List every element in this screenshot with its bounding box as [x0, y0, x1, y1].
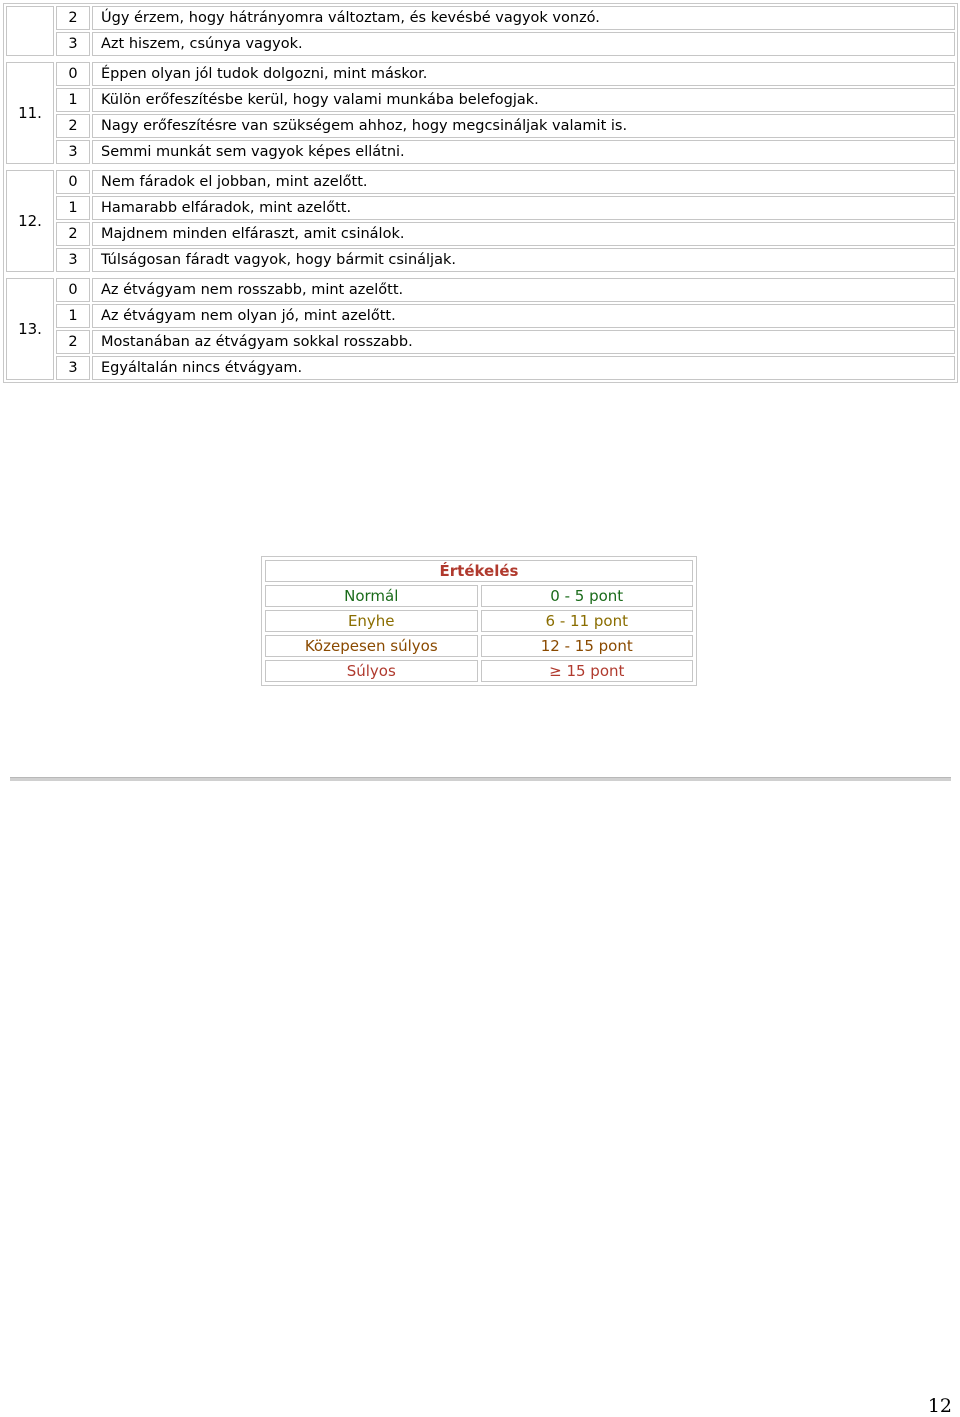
page-number: 12: [927, 1395, 952, 1417]
question-number: [6, 6, 54, 56]
answer-text: Egyáltalán nincs étvágyam.: [92, 356, 955, 380]
question-number: 11.: [6, 62, 54, 164]
answer-text: Semmi munkát sem vagyok képes ellátni.: [92, 140, 955, 164]
answer-score: 2: [56, 6, 90, 30]
answer-score: 0: [56, 278, 90, 302]
answer-score: 2: [56, 114, 90, 138]
answer-score: 3: [56, 248, 90, 272]
answer-row: [6, 114, 955, 138]
answer-row: [6, 222, 955, 246]
answer-text: Mostanában az étvágyam sokkal rosszabb.: [92, 330, 955, 354]
evaluation-row: [265, 610, 693, 632]
answer-score: 0: [56, 62, 90, 86]
evaluation-row: [265, 585, 693, 607]
answer-text: Majdnem minden elfáraszt, amit csinálok.: [92, 222, 955, 246]
answer-score: 1: [56, 304, 90, 328]
questionnaire-table: [3, 3, 958, 383]
answer-text: Hamarabb elfáradok, mint azelőtt.: [92, 196, 955, 220]
question-number: 13.: [6, 278, 54, 380]
answer-row: [6, 330, 955, 354]
answer-score: 1: [56, 88, 90, 112]
answer-text: Éppen olyan jól tudok dolgozni, mint máskor.: [92, 62, 955, 86]
answer-score: 0: [56, 170, 90, 194]
horizontal-divider: [10, 777, 951, 781]
severity-label: Közepesen súlyos: [265, 635, 478, 657]
answer-score: 1: [56, 196, 90, 220]
answer-row: [6, 6, 955, 30]
answer-row: [6, 140, 955, 164]
evaluation-title: Értékelés: [265, 560, 693, 582]
answer-score: 3: [56, 356, 90, 380]
answer-score: 2: [56, 330, 90, 354]
question-number: 12.: [6, 170, 54, 272]
severity-label: Enyhe: [265, 610, 478, 632]
answer-row: [6, 248, 955, 272]
answer-row: [6, 278, 955, 302]
answer-text: Nagy erőfeszítésre van szükségem ahhoz, hogy megcsináljak valamit is.: [92, 114, 955, 138]
answer-row: [6, 62, 955, 86]
answer-text: Az étvágyam nem olyan jó, mint azelőtt.: [92, 304, 955, 328]
answer-row: [6, 356, 955, 380]
answer-text: Az étvágyam nem rosszabb, mint azelőtt.: [92, 278, 955, 302]
evaluation-table: [261, 556, 697, 686]
evaluation-row: [265, 660, 693, 682]
severity-label: Normál: [265, 585, 478, 607]
answer-row: [6, 32, 955, 56]
severity-label: Súlyos: [265, 660, 478, 682]
answer-text: Külön erőfeszítésbe kerül, hogy valami munkába belefogjak.: [92, 88, 955, 112]
answer-score: 3: [56, 140, 90, 164]
answer-row: [6, 304, 955, 328]
score-range: 6 - 11 pont: [481, 610, 694, 632]
evaluation-row: [265, 635, 693, 657]
answer-row: [6, 170, 955, 194]
answer-score: 2: [56, 222, 90, 246]
answer-text: Nem fáradok el jobban, mint azelőtt.: [92, 170, 955, 194]
score-range: 12 - 15 pont: [481, 635, 694, 657]
answer-text: Úgy érzem, hogy hátrányomra változtam, és kevésbé vagyok vonzó.: [92, 6, 955, 30]
answer-text: Azt hiszem, csúnya vagyok.: [92, 32, 955, 56]
answer-row: [6, 196, 955, 220]
score-range: ≥ 15 pont: [481, 660, 694, 682]
answer-score: 3: [56, 32, 90, 56]
score-range: 0 - 5 pont: [481, 585, 694, 607]
answer-row: [6, 88, 955, 112]
answer-text: Túlságosan fáradt vagyok, hogy bármit csináljak.: [92, 248, 955, 272]
